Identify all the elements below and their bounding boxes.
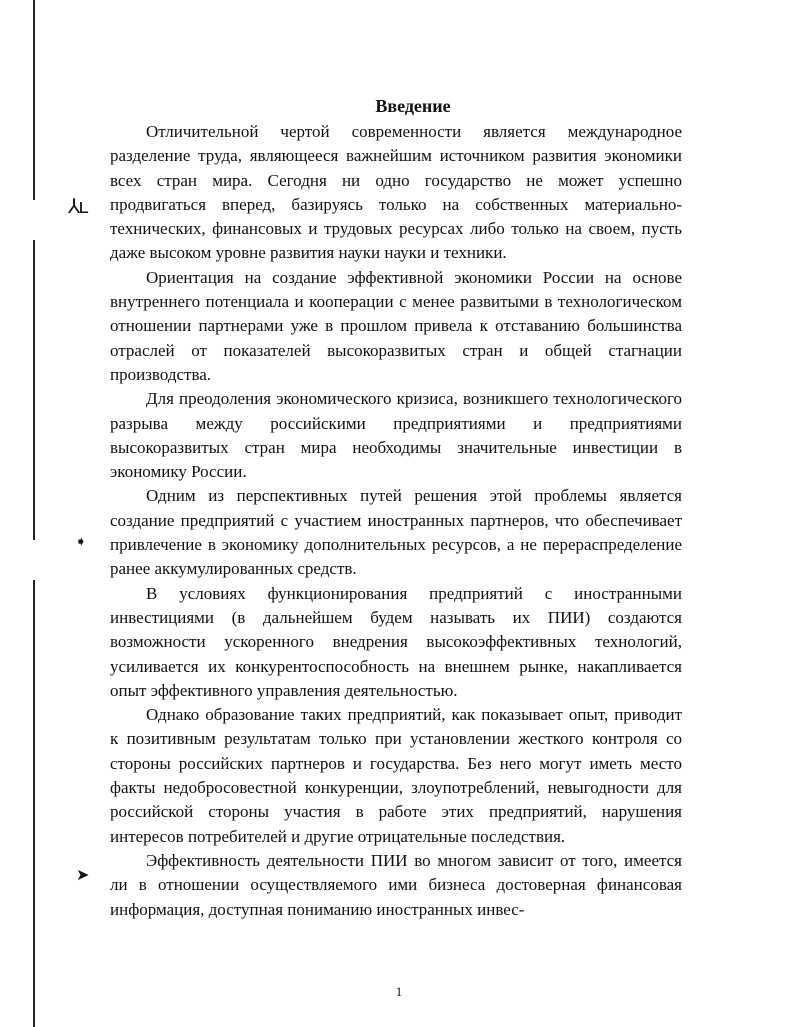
handwritten-mark-icon: ⅄ʟ bbox=[68, 194, 87, 218]
scan-margin-line bbox=[33, 580, 35, 1027]
page-title: Введение bbox=[375, 96, 451, 116]
arrow-mark-icon: ➤ bbox=[76, 865, 90, 884]
scan-margin-line bbox=[33, 240, 35, 540]
body-text bbox=[110, 120, 682, 922]
paragraph: Для преодоления экономического кризиса, возникшего технологического разрыва между российскими предприятиями и предприятиями высокоразвитых стран мира необходимы значительные инвестиции в экономику России. bbox=[110, 389, 682, 482]
paragraph: Одним из перспективных путей решения этой проблемы является создание предприятий с участием иностранных партнеров, что обеспечивает привлечение в экономику дополнительных ресурсов, а не перераспределение ранее аккумулированных средств. bbox=[110, 486, 682, 579]
arrow-mark-icon: ➧ bbox=[75, 534, 87, 550]
paragraph: Эффективность деятельности ПИИ во многом зависит от того, имеется ли в отношении осуществляемого ими бизнеса достоверная финансовая информация, доступная пониманию иностранных инвес- bbox=[110, 850, 682, 919]
paragraph: Ориентация на создание эффективной экономики России на основе внутреннего потенциала и кооперации с менее развитыми в технологическом отношении партнерами уже в прошлом привела к отставанию большинства отраслей от показателей высокоразвитых стран и общей стагнации производства. bbox=[110, 267, 682, 384]
paragraph: Отличительной чертой современности является международное разделение труда, являющееся важнейшим источником развития экономики всех стран мира. Сегодня ни одно государство не может успешно продвигаться вперед, базируясь только на собственных материально-технических, финансовых и трудовых ресурсах либо только на своем, пусть даже высоком уровне развития науки науки и техники. bbox=[110, 122, 682, 263]
paragraph: В условиях функционирования предприятий с иностранными инвестициями (в дальнейшем будем называть их ПИИ) создаются возможности ускоренного внедрения высокоэффективных технологий, усиливается их конкурентоспособность на внешнем рынке, накапливается опыт эффективного управления деятельностью. bbox=[110, 583, 682, 700]
page-number: 1 bbox=[395, 984, 403, 999]
paragraph: Однако образование таких предприятий, как показывает опыт, приводит к позитивным результатам только при установлении жесткого контроля со стороны российских партнеров и государства. Без него могут иметь место факты недобросовестной конкуренции, злоупотреблений, невыгодности для российской стороны участия в работе этих предприятий, нарушения интересов потребителей и другие отрицательные последствия. bbox=[110, 705, 682, 846]
